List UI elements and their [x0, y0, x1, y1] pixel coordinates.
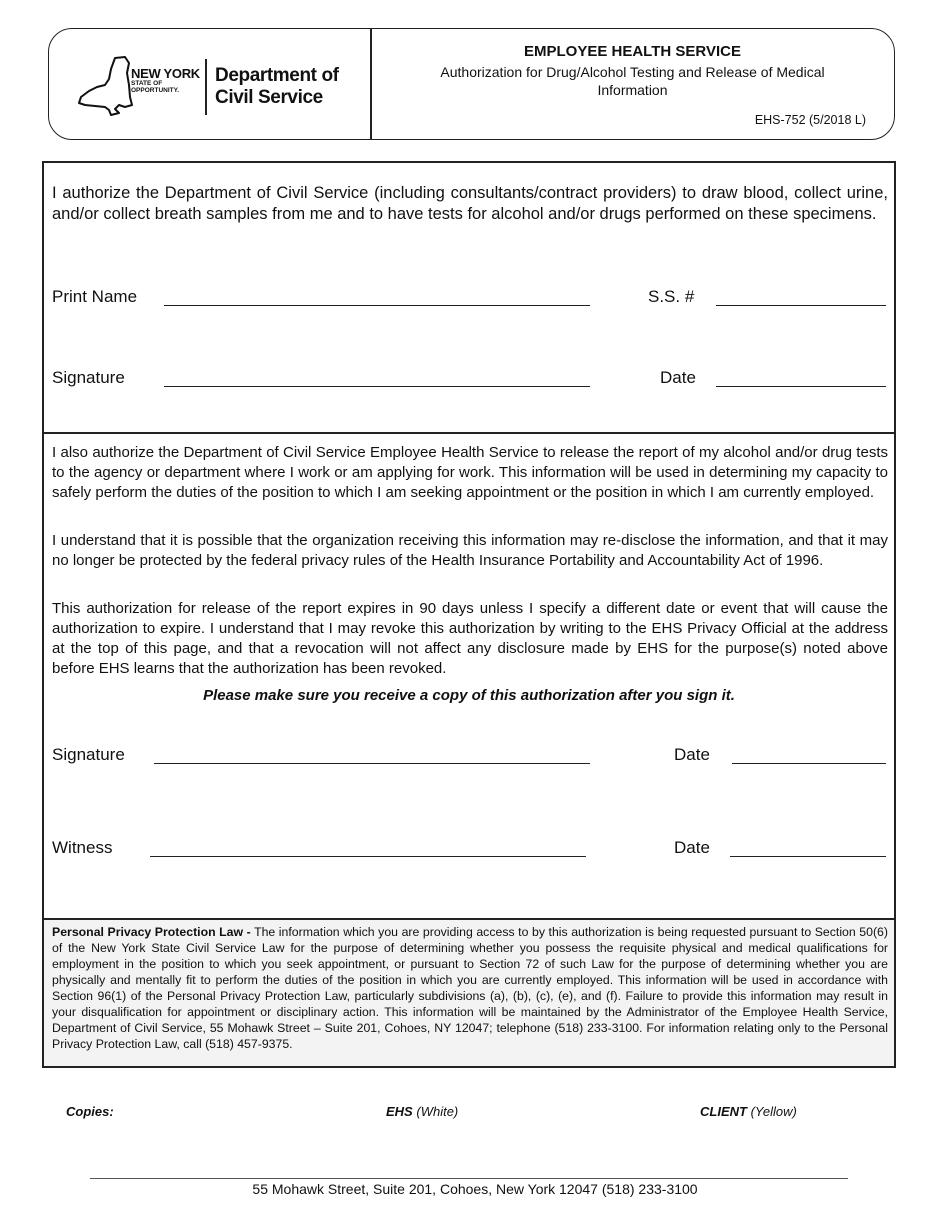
copy-ehs [386, 1104, 458, 1119]
dept-line-1: Department of [215, 65, 339, 86]
copy-notice: Please make sure you receive a copy of this authorization after you sign it. [203, 687, 735, 704]
header-title-block [371, 29, 894, 139]
witness-field[interactable] [150, 856, 586, 857]
witness-label: Witness [52, 838, 113, 857]
ssn-field[interactable] [716, 305, 886, 306]
form-header [48, 28, 895, 140]
witness-date-field[interactable] [730, 856, 886, 857]
ny-tagline-2: OPPORTUNITY. [131, 87, 180, 94]
privacy-law-text [52, 924, 888, 1052]
new-york-state-outline-icon [75, 55, 135, 117]
date-label: Date [660, 368, 696, 387]
signature-field[interactable] [164, 386, 590, 387]
copy-ehs-label: EHS [386, 1104, 413, 1119]
release-paragraph-1: I also authorize the Department of Civil Service Employee Health Service to release the report of my alcohol and/or drug tests to the agency or department where I work or am applying for work. This information will be used in determining my capacity to safely perform the duties of the position to which I am seeking appointment or the position in which I am currently employed. [52, 444, 888, 501]
copies-label: Copies: [66, 1104, 114, 1119]
privacy-law-body: The information which you are providing access to by this authorization is being requested pursuant to Section 50(6) of the New York State Civil Service Law for the purpose of determining whether you possess the requisite physical and medical qualifications for employment in the position to which you seek appointment, or pursuant to Section 72 of such Law for the purpose of determining whether you are physically and mentally fit to perform the duties of the position in which you are currently employed. This information will be used in accordance with Section 96(1) of the Personal Privacy Protection Law, particularly subdivisions (a), (b), (c), (e), and (f). Failure to provide this information may result in your disqualification for appointment or disciplinary action. This information will be maintained by the Administrator of the Employee Health Service, Department of Civil Service, 55 Mohawk Street – Suite 201, Cohoes, NY 12047; telephone (518) 233-3100. For information relating only to the Personal Privacy Protection Law, call (518) 457-9375. [52, 925, 888, 1051]
ny-wordmark [131, 67, 200, 94]
release-signature-label: Signature [52, 745, 125, 764]
copy-client [700, 1104, 797, 1119]
print-name-label: Print Name [52, 287, 138, 306]
release-date-field[interactable] [732, 763, 886, 764]
testing-consent-text: I authorize the Department of Civil Service (including consultants/contract providers) to draw blood, collect urine, and/or collect breath samples from me and to have tests for alcohol and/or drugs performed on these specimens. [52, 184, 888, 223]
date-field[interactable] [716, 386, 886, 387]
release-date-label: Date [674, 745, 710, 764]
ny-name: NEW YORK [131, 66, 200, 81]
form-subtitle: Authorization for Drug/Alcohol Testing and Release of Medical Information [440, 64, 825, 98]
release-paragraph-3: This authorization for release of the report expires in 90 days unless I specify a different date or event that will cause the authorization to expire. I understand that I may revoke this authorization by writing to the EHS Privacy Official at the address at the top of this page, and that a revocation will not affect any disclosure made by EHS for the purpose(s) noted above before EHS learns that the authorization has been revoked. [52, 600, 888, 677]
nys-civil-service-logo [75, 55, 365, 117]
release-authorization-section [44, 434, 894, 920]
copy-client-label: CLIENT [700, 1104, 747, 1119]
authorization-form [42, 161, 896, 1068]
form-title: EMPLOYEE HEALTH SERVICE [524, 43, 741, 60]
print-name-field[interactable] [164, 305, 590, 306]
department-wordmark [215, 65, 339, 109]
copy-client-color: (Yellow) [750, 1104, 797, 1119]
footer-address: 55 Mohawk Street, Suite 201, Cohoes, New York 12047 (518) 233-3100 [252, 1181, 698, 1197]
copy-ehs-color: (White) [416, 1104, 459, 1119]
witness-date-label: Date [674, 838, 710, 857]
privacy-law-section [44, 920, 894, 1066]
testing-consent-section [44, 163, 894, 434]
signature-label: Signature [52, 368, 125, 387]
release-signature-field[interactable] [154, 763, 590, 764]
footer-rule [90, 1178, 848, 1179]
ssn-label: S.S. # [648, 287, 695, 306]
dept-line-2: Civil Service [215, 87, 323, 108]
logo-divider [205, 59, 207, 115]
form-code: EHS-752 (5/2018 L) [754, 113, 866, 127]
ny-tagline-1: STATE OF [131, 80, 163, 87]
release-paragraph-2: I understand that it is possible that the organization receiving this information may re-disclose the information, and that it may no longer be protected by the federal privacy rules of the Health Insurance Portability and Accountability Act of 1996. [52, 532, 888, 569]
privacy-law-heading: Personal Privacy Protection Law - [52, 925, 251, 939]
